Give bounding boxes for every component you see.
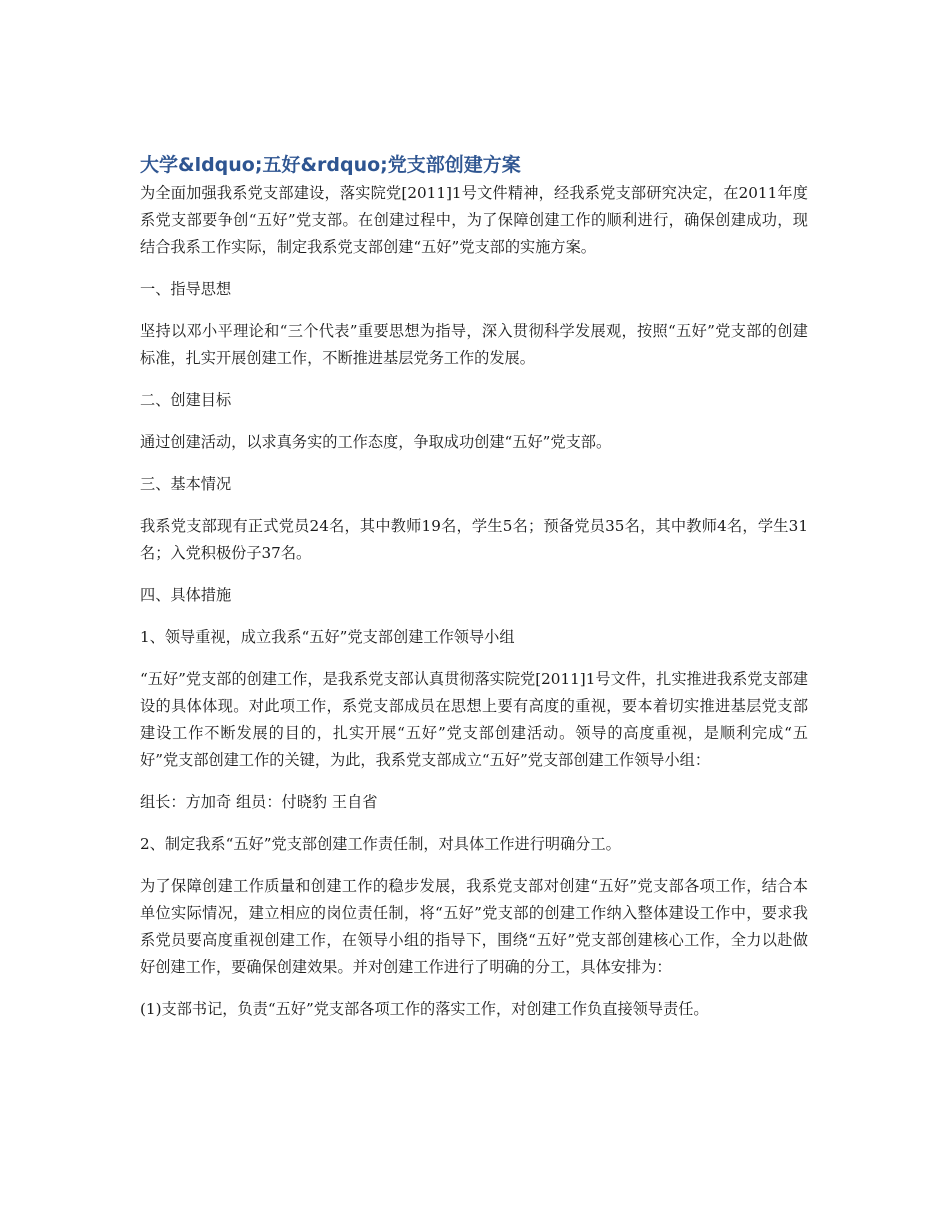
heading-measures: 四、具体措施 <box>140 586 232 604</box>
subheading-measure-2: 2、制定我系“五好”党支部创建工作责任制，对具体工作进行明确分工。 <box>140 835 621 853</box>
heading-guiding-ideology: 一、指导思想 <box>140 280 232 298</box>
heading-basic-situation: 三、基本情况 <box>140 475 232 493</box>
paragraph-duty-1: (1)支部书记，负责“五好”党支部各项工作的落实工作，对创建工作负直接领导责任。 <box>140 1000 709 1018</box>
subheading-measure-1: 1、领导重视，成立我系“五好”党支部创建工作领导小组 <box>140 628 515 646</box>
paragraph-goal: 通过创建活动，以求真务实的工作态度，争取成功创建“五好”党支部。 <box>140 433 612 451</box>
paragraph-basic-situation: 我系党支部现有正式党员24名，其中教师19名，学生5名；预备党员35名，其中教师4名，学生31名；入党积极份子37名。 <box>140 517 808 562</box>
heading-goal: 二、创建目标 <box>140 391 232 409</box>
document-title: 大学&ldquo;五好&rdquo;党支部创建方案 <box>140 154 521 176</box>
paragraph-group-members: 组长：方加奇 组员：付晓豹 王自省 <box>140 793 378 811</box>
document-page <box>140 150 808 1038</box>
paragraph-measure-2: 为了保障创建工作质量和创建工作的稳步发展，我系党支部对创建“五好”党支部各项工作，结合本单位实际情况，建立相应的岗位责任制，将“五好”党支部的创建工作纳入整体建设工作中，要求我系党员要高度重视创建工作，在领导小组的指导下，围绕“五好”党支部创建核心工作，全力以赴做好创建工作，要确保创建效果。并对创建工作进行了明确的分工，具体安排为： <box>140 877 808 976</box>
paragraph-measure-1: “五好”党支部的创建工作，是我系党支部认真贯彻落实院党[2011]1号文件，扎实推进我系党支部建设的具体体现。对此项工作，系党支部成员在思想上要有高度的重视，要本着切实推进基层党支部建设工作不断发展的目的，扎实开展“五好”党支部创建活动。领导的高度重视，是顺利完成“五好”党支部创建工作的关键，为此，我系党支部成立“五好”党支部创建工作领导小组： <box>140 670 809 769</box>
paragraph-guiding-ideology: 坚持以邓小平理论和“三个代表”重要思想为指导，深入贯彻科学发展观，按照“五好”党支部的创建标准，扎实开展创建工作，不断推进基层党务工作的发展。 <box>140 322 808 367</box>
paragraph-intro: 为全面加强我系党支部建设，落实院党[2011]1号文件精神，经我系党支部研究决定，在2011年度系党支部要争创“五好”党支部。在创建过程中，为了保障创建工作的顺利进行，确保创建成功，现结合我系工作实际，制定我系党支部创建“五好”党支部的实施方案。 <box>140 184 808 256</box>
